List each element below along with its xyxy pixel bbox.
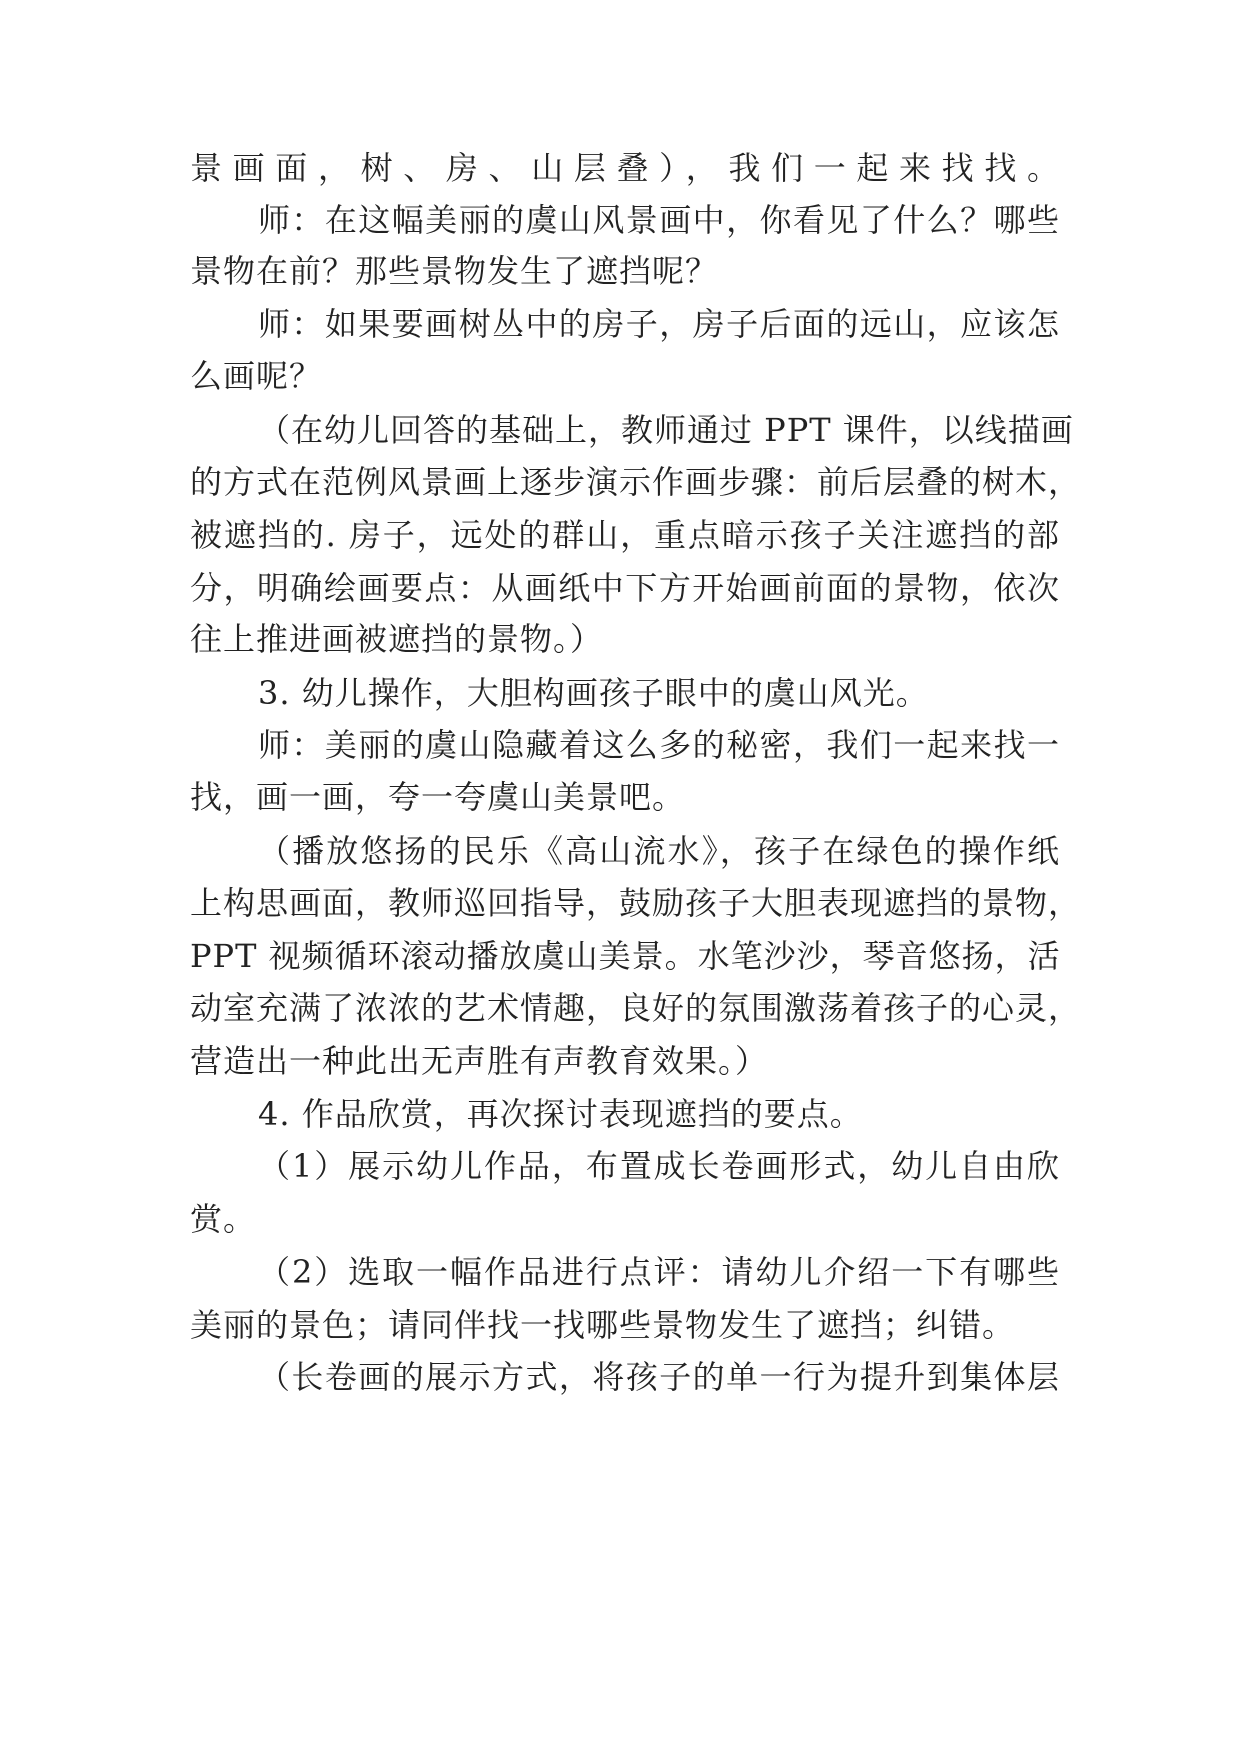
- text-line: 分，明确绘画要点：从画纸中下方开始画前面的景物，依次: [190, 569, 1060, 607]
- text-line: 动室充满了浓浓的艺术情趣，良好的氛围激荡着孩子的心灵，: [190, 989, 1082, 1027]
- text-line: 师：如果要画树丛中的房子，房子后面的远山，应该怎: [258, 305, 1060, 343]
- text-line: 往上推进画被遮挡的景物。）: [190, 620, 604, 658]
- text-line: 师：在这幅美丽的虞山风景画中，你看见了什么？哪些: [258, 201, 1060, 239]
- text-line: （在幼儿回答的基础上，教师通过 PPT 课件，以线描画: [258, 411, 1074, 449]
- text-line: （2）选取一幅作品进行点评：请幼儿介绍一下有哪些: [258, 1253, 1060, 1291]
- text-line: 赏。: [190, 1200, 257, 1238]
- text-line: 景画面，树、房、山层叠），我们一起来找找。: [190, 149, 1060, 187]
- text-line: 师：美丽的虞山隐藏着这么多的秘密，我们一起来找一: [258, 726, 1060, 764]
- text-line: 景物在前？那些景物发生了遮挡呢？: [190, 252, 719, 290]
- text-line: 4. 作品欣赏，再次探讨表现遮挡的要点。: [258, 1095, 863, 1133]
- text-line: （1）展示幼儿作品，布置成长卷画形式，幼儿自由欣: [258, 1147, 1060, 1185]
- text-line: 被遮挡的. 房子，远处的群山，重点暗示孩子关注遮挡的部: [190, 516, 1060, 554]
- text-line: （播放悠扬的民乐《高山流水》，孩子在绿色的操作纸: [258, 832, 1060, 870]
- text-line: 3. 幼儿操作，大胆构画孩子眼中的虞山风光。: [258, 674, 929, 712]
- text-line: 美丽的景色；请同伴找一找哪些景物发生了遮挡；纠错。: [190, 1306, 1016, 1344]
- text-line: （长卷画的展示方式，将孩子的单一行为提升到集体层: [258, 1358, 1060, 1396]
- text-line: 么画呢？: [190, 357, 323, 395]
- text-line: 的方式在范例风景画上逐步演示作画步骤：前后层叠的树木，: [190, 463, 1082, 501]
- text-line: 上构思画面，教师巡回指导，鼓励孩子大胆表现遮挡的景物，: [190, 884, 1082, 922]
- text-line: 营造出一种此出无声胜有声教育效果。）: [190, 1042, 769, 1080]
- text-line: 找，画一画，夸一夸虞山美景吧。: [190, 778, 686, 816]
- text-line: PPT 视频循环滚动播放虞山美景。水笔沙沙，琴音悠扬，活: [190, 937, 1061, 975]
